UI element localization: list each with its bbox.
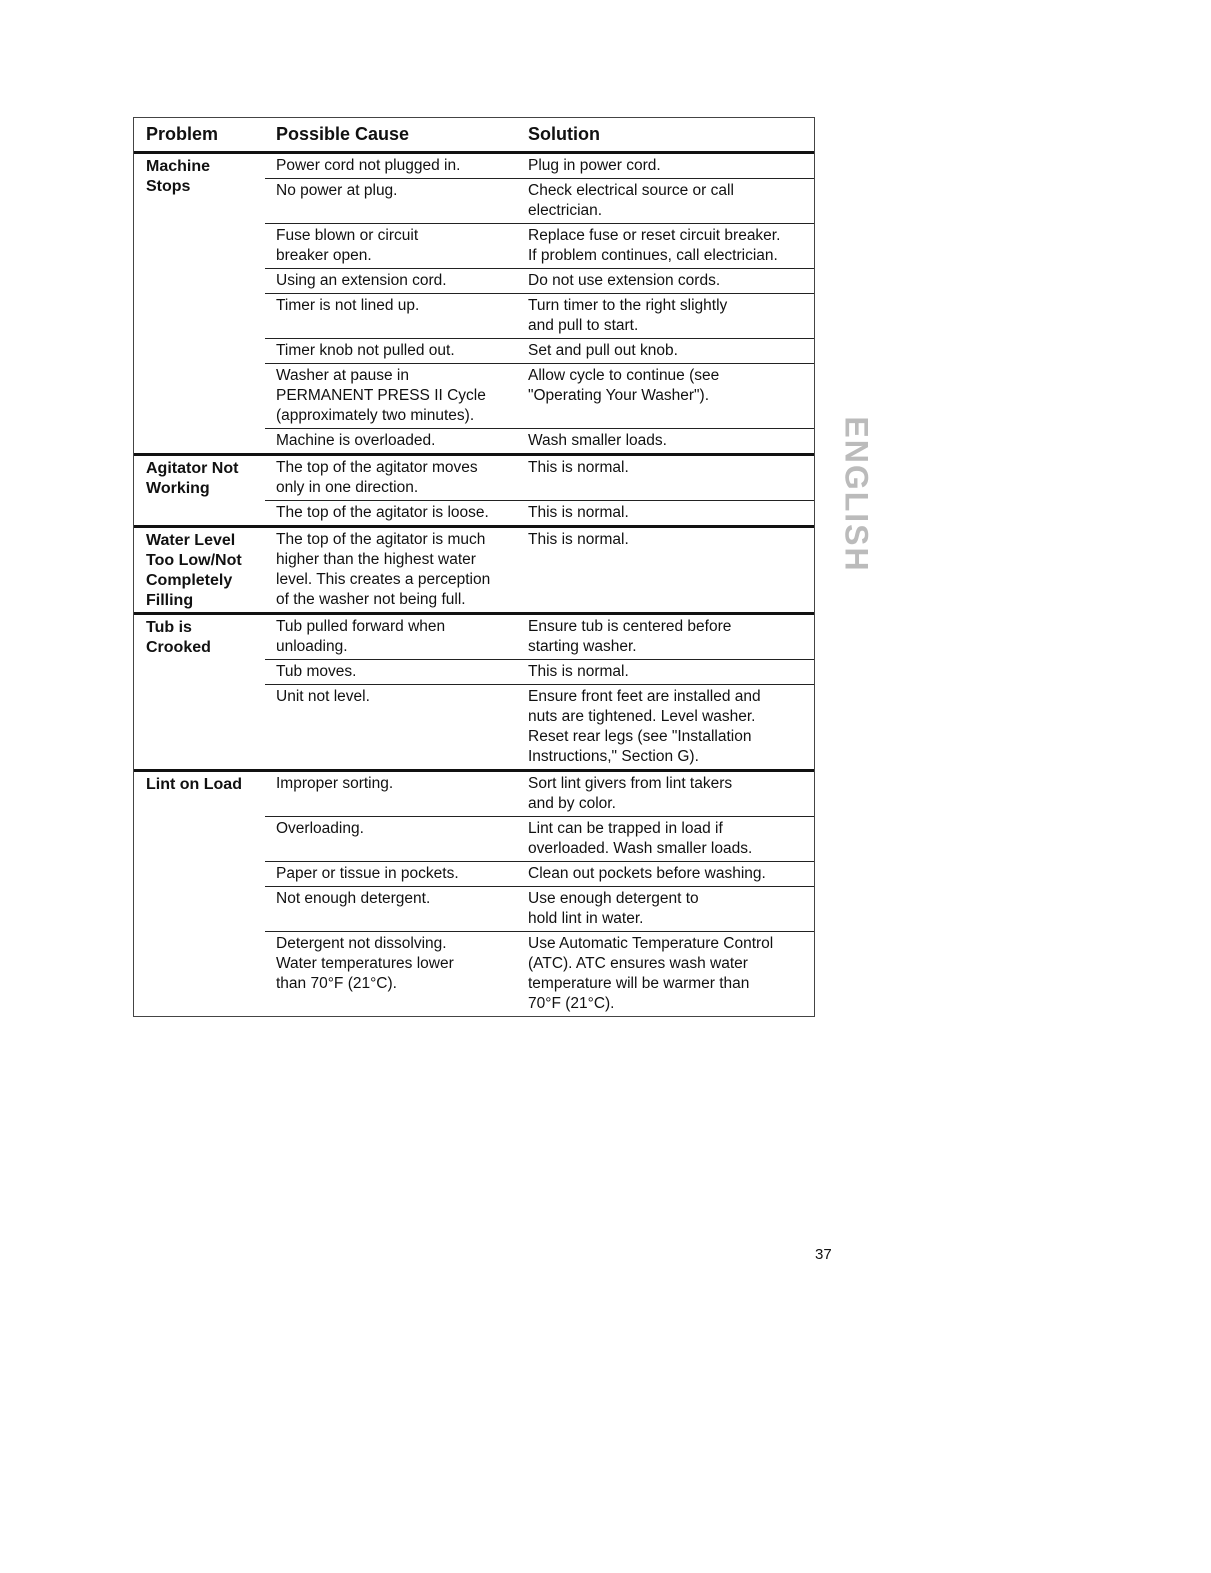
table-row [265, 861, 814, 886]
problem-label: Machine Stops [146, 158, 211, 195]
problem-entries [265, 528, 814, 612]
table-row [265, 363, 814, 428]
table-row [265, 223, 814, 268]
problem-entries [265, 456, 814, 525]
solution-cell: Wash smaller loads. [528, 432, 667, 449]
cause-cell: Not enough detergent. [276, 890, 431, 907]
problem-group [134, 453, 814, 525]
solution-cell: Turn timer to the right slightly and pull to start. [528, 297, 728, 334]
solution-cell: Ensure tub is centered before starting washer. [528, 618, 732, 655]
troubleshooting-table [133, 117, 815, 1017]
header-possible-cause: Possible Cause [276, 124, 410, 144]
cause-cell: No power at plug. [276, 182, 398, 199]
cause-cell: The top of the agitator moves only in one direction. [276, 459, 478, 496]
problem-group [134, 769, 814, 1016]
table-row [265, 500, 814, 525]
solution-cell: Check electrical source or call electrician. [528, 182, 734, 219]
solution-cell: This is normal. [528, 531, 629, 548]
cause-cell: The top of the agitator is much higher than the highest water level. This creates a perception of the washer not being full. [276, 531, 491, 608]
problem-group [134, 154, 814, 453]
solution-cell: Use enough detergent to hold lint in water. [528, 890, 699, 927]
table-body [134, 154, 814, 1016]
header-problem: Problem [146, 124, 219, 144]
table-header-row [134, 118, 814, 154]
cause-cell: Timer is not lined up. [276, 297, 420, 314]
solution-cell: Allow cycle to continue (see "Operating Your Washer"). [528, 367, 720, 404]
table-row [265, 154, 814, 178]
cause-cell: The top of the agitator is loose. [276, 504, 489, 521]
solution-cell: Ensure front feet are installed and nuts are tightened. Level washer. Reset rear legs (see "Installation Instructions," Section G). [528, 688, 761, 765]
problem-entries [265, 154, 814, 453]
cause-cell: Overloading. [276, 820, 364, 837]
table-row [265, 886, 814, 931]
problem-entries [265, 772, 814, 1016]
cause-cell: Unit not level. [276, 688, 370, 705]
problem-label: Lint on Load [146, 776, 242, 793]
problem-label: Tub is Crooked [146, 619, 211, 656]
cause-cell: Tub moves. [276, 663, 357, 680]
table-row [265, 528, 814, 612]
solution-cell: Replace fuse or reset circuit breaker. If problem continues, call electrician. [528, 227, 781, 264]
solution-cell: This is normal. [528, 459, 629, 476]
table-row [265, 293, 814, 338]
cause-cell: Machine is overloaded. [276, 432, 436, 449]
solution-cell: Do not use extension cords. [528, 272, 721, 289]
cause-cell: Fuse blown or circuit breaker open. [276, 227, 419, 264]
language-tab-label: ENGLISH [838, 415, 875, 573]
solution-cell: Set and pull out knob. [528, 342, 678, 359]
problem-group [134, 525, 814, 612]
cause-cell: Power cord not plugged in. [276, 157, 461, 174]
page-number: 37 [815, 1246, 832, 1263]
cause-cell: Improper sorting. [276, 775, 394, 792]
solution-cell: Plug in power cord. [528, 157, 661, 174]
cause-cell: Washer at pause in PERMANENT PRESS II Cycle (approximately two minutes). [276, 367, 486, 424]
solution-cell: Sort lint givers from lint takers and by color. [528, 775, 733, 812]
problem-label: Water Level Too Low/Not Completely Filling [146, 532, 242, 609]
cause-cell: Using an extension cord. [276, 272, 447, 289]
table-row [265, 684, 814, 769]
solution-cell: Use Automatic Temperature Control (ATC). ATC ensures wash water temperature will be warmer than 70°F (21°C). [528, 935, 774, 1012]
table-row [265, 338, 814, 363]
solution-cell: Clean out pockets before washing. [528, 865, 766, 882]
problem-entries [265, 615, 814, 769]
table-row [265, 178, 814, 223]
table-row [265, 931, 814, 1016]
solution-cell: This is normal. [528, 504, 629, 521]
table-row [265, 816, 814, 861]
cause-cell: Detergent not dissolving. Water temperatures lower than 70°F (21°C). [276, 935, 454, 992]
table-row [265, 268, 814, 293]
cause-cell: Paper or tissue in pockets. [276, 865, 459, 882]
table-row [265, 456, 814, 500]
solution-cell: This is normal. [528, 663, 629, 680]
table-row [265, 428, 814, 453]
solution-cell: Lint can be trapped in load if overloaded. Wash smaller loads. [528, 820, 753, 857]
problem-group [134, 612, 814, 769]
language-side-tab [838, 408, 875, 580]
header-solution: Solution [528, 124, 600, 144]
cause-cell: Tub pulled forward when unloading. [276, 618, 446, 655]
table-row [265, 659, 814, 684]
cause-cell: Timer knob not pulled out. [276, 342, 455, 359]
table-row [265, 772, 814, 816]
table-row [265, 615, 814, 659]
problem-label: Agitator Not Working [146, 460, 239, 497]
